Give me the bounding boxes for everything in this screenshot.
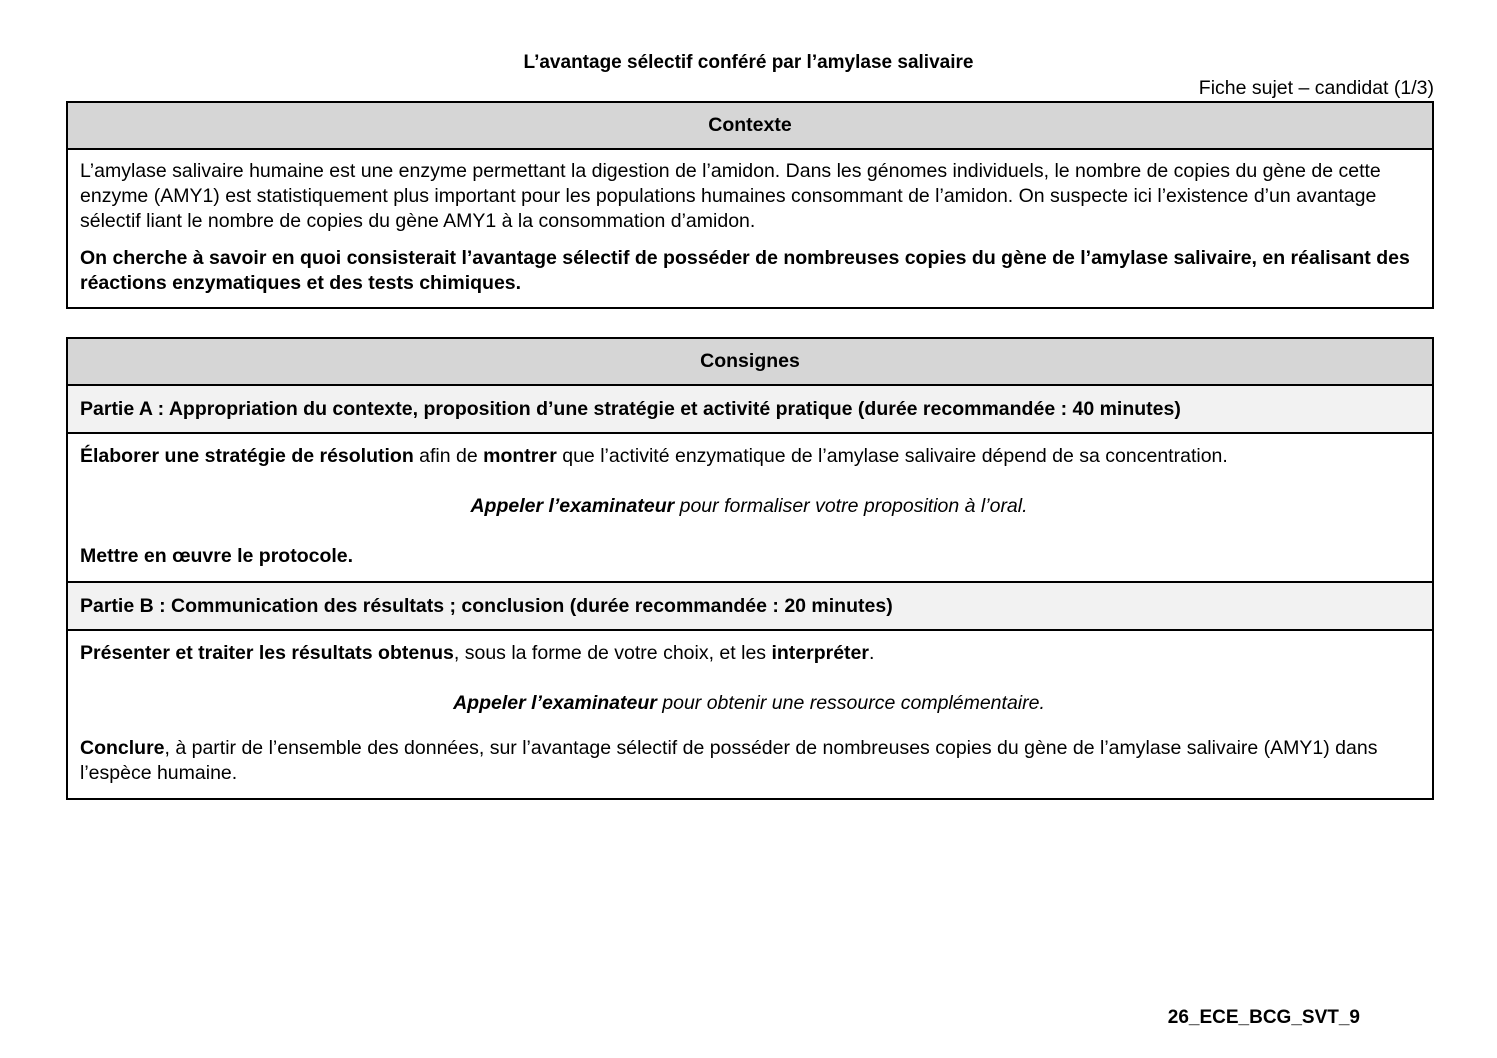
page-title: L’avantage sélectif conféré par l’amylase salivaire (523, 52, 974, 73)
consignes-table (66, 337, 1434, 800)
part-b-title: Partie B : Communication des résultats ; conclusion (durée recommandée : 20 minutes) (68, 583, 1432, 631)
consignes-header: Consignes (68, 339, 1432, 386)
part-a-protocol-line: Mettre en œuvre le protocole. (80, 545, 354, 567)
part-a-examiner-call: Appeler l’examinateur pour formaliser votre proposition à l’oral. (470, 495, 1028, 517)
part-a-strategy-line: Élaborer une stratégie de résolution afin de montrer que l’activité enzymatique de l’amylase salivaire dépend de sa concentration. (80, 445, 1228, 467)
contexte-paragraph-problem: On cherche à savoir en quoi consisterait l’avantage sélectif de posséder de nombreuses copies du gène de l’amylase salivaire, en réalisant des réactions enzymatiques et des tests chimiques. (80, 247, 1410, 294)
part-a-body (68, 434, 1432, 583)
contexte-body (68, 150, 1432, 307)
document-code: 26_ECE_BCG_SVT_9 (1167, 1007, 1360, 1028)
part-b-examiner-call: Appeler l’examinateur pour obtenir une ressource complémentaire. (453, 692, 1045, 714)
sheet-label: Fiche sujet – candidat (1/3) (1198, 77, 1434, 99)
part-b-body (68, 631, 1432, 798)
part-a-title: Partie A : Appropriation du contexte, proposition d’une stratégie et activité pratique (durée recommandée : 40 minutes) (68, 386, 1432, 434)
part-b-conclude-line: Conclure, à partir de l’ensemble des données, sur l’avantage sélectif de posséder de nombreuses copies du gène de l’amylase salivaire (AMY1) dans l’espèce humaine. (80, 737, 1378, 784)
contexte-header: Contexte (68, 103, 1432, 150)
contexte-table (66, 101, 1434, 309)
contexte-paragraph-intro: L’amylase salivaire humaine est une enzyme permettant la digestion de l’amidon. Dans les génomes individuels, le nombre de copies du gène de cette enzyme (AMY1) est statistiquement plus important pour les populations humaines consommant de l’amidon. On suspecte ici l’existence d’un avantage sélectif liant le nombre de copies du gène AMY1 à la consommation d’amidon. (80, 160, 1381, 232)
part-b-present-line: Présenter et traiter les résultats obtenus, sous la forme de votre choix, et les interpréter. (80, 642, 875, 664)
